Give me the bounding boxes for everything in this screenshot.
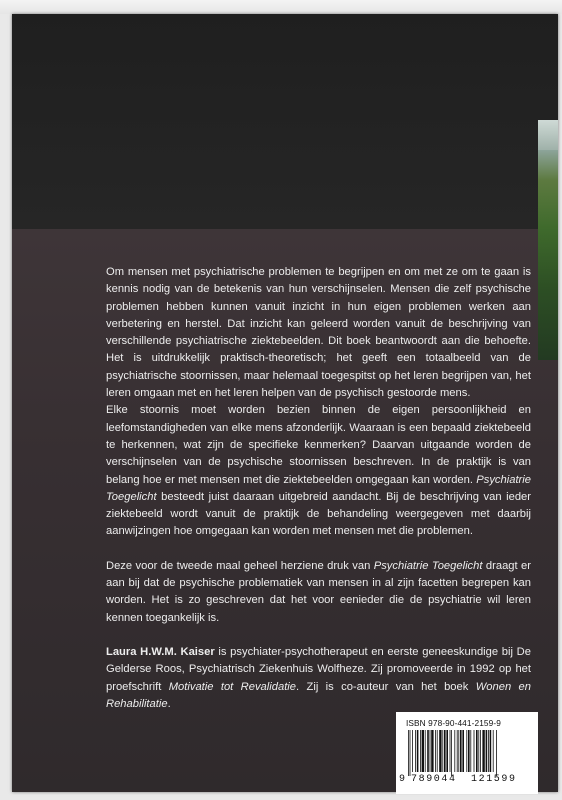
barcode-bar (488, 730, 489, 772)
author-name: Laura H.W.M. Kaiser (106, 645, 215, 658)
barcode-bar (490, 730, 492, 772)
barcode-bar (430, 730, 431, 772)
barcode-bar (435, 730, 436, 772)
barcode-bar (412, 730, 413, 772)
author-bio (106, 644, 531, 713)
blurb-paragraph-edition (106, 558, 531, 627)
barcode-bar (460, 730, 462, 772)
barcode-bar (468, 730, 470, 772)
barcode-bar (415, 730, 416, 772)
barcode-bar (444, 730, 446, 772)
barcode-bar (425, 730, 426, 772)
barcode-bar (457, 730, 458, 772)
blurb-intro-text: Om mensen met psychiatrische problemen te begrijpen en om met ze om te gaan is kennis nodig van de betekenis van hun verschijnselen. Mensen die zelf psychische problemen hebben kunnen vanuit inzicht in hun eigen problemen werken aan verbetering en herstel. Dat inzicht kan geleerd worden vanuit de beschrijving van verschillende psychiatrische ziektebeelden. Dit boek beantwoordt aan die behoefte. Het is uitdrukkelijk praktisch-theoretisch; het geeft een totaalbeeld van de psychiatrische stoornissen, maar helemaal toegespitst op het leren begrijpen van, het leren omgaan met en het leren helpen van de psychisch gestoorde mens. (106, 266, 531, 400)
book-title-italic: Psychiatrie Toegelicht (106, 473, 531, 503)
bio-text-a: is psychiater-psychotherapeut en eerste geneeskundige bij De Gelderse Roos, Psychiatrisch Ziekenhuis Wolfheze. Zij promoveerde in 1992 op het proefschrift (106, 645, 531, 693)
ean-right-digits: 121599 (471, 774, 517, 785)
barcode-bar (451, 730, 452, 776)
blurb-paragraph-intro (106, 264, 531, 541)
cover-top-band (12, 14, 558, 229)
ean-first-digit: 9 (399, 774, 406, 785)
barcode-bar (417, 730, 419, 772)
barcode-bar (431, 730, 433, 772)
barcode-bar (408, 730, 409, 776)
barcode-bar (478, 730, 479, 772)
barcode-bar (493, 730, 494, 772)
bio-text-c: . (167, 697, 171, 710)
barcode-bar (486, 730, 488, 772)
page-edge (0, 0, 562, 14)
field-photo-strip (538, 120, 558, 360)
barcode-bar (450, 730, 451, 772)
barcode-bar (410, 730, 411, 776)
blurb-aandacht-text: besteedt juist daaraan uitgebreid aandacht. Bij de beschrijving van ieder ziektebeeld wordt vanuit de praktijk de behandeling weergegeven met daarbij aanwijzingen hoe omgegaan kan worden met mensen met die problemen. (106, 490, 531, 538)
book-back-cover (12, 14, 558, 792)
barcode-bar (442, 730, 443, 772)
barcode-bar (454, 730, 455, 772)
barcode-bar (420, 730, 421, 772)
book-title-italic: Psychiatrie Toegelicht (373, 559, 483, 572)
barcode-bar (427, 730, 429, 772)
bio-text-b: . Zij is co-auteur van het boek (296, 680, 476, 693)
blurb-stoornis-text: Elke stoornis moet worden bezien binnen de eigen persoonlijkheid en leefomstandigheden van elke mens afzonderlijk. Waaraan is een bepaald ziektebeeld te herkennen, wat zijn de specifieke kenmerken? Daarvan uitgaande worden de verschijnselen van de psychische stoornissen beschreven. In de praktijk is van belang hoe er met mensen met die ziektebeelden omgegaan kan worden. (106, 404, 531, 486)
barcode-bar (458, 730, 459, 772)
barcode-bar (496, 730, 497, 776)
barcode-bar (466, 730, 467, 772)
isbn-barcode (396, 712, 538, 794)
barcode-bar (474, 730, 475, 772)
barcode-bars (406, 730, 530, 776)
barcode-bar (439, 730, 441, 772)
edition-text-end: draagt er aan bij dat de psychische problematiek van mensen in al zijn facetten begrepen kan worden. Het is zo geschreven dat het voor eenieder die de psychiatrie wil leren kennen toegankelijk is. (106, 559, 531, 624)
coauthored-book-title: Wonen en Rehabilitatie (106, 680, 531, 710)
barcode-bar (437, 730, 438, 772)
isbn-label: ISBN 978-90-441-2159-9 (406, 718, 501, 728)
thesis-title: Motivatie tot Revalidatie (168, 680, 297, 693)
photo-sky (538, 120, 558, 150)
edition-text-start: Deze voor de tweede maal geheel herziene druk van (106, 559, 374, 572)
barcode-bar (482, 730, 484, 772)
barcode-bar (446, 730, 448, 772)
barcode-bar (470, 730, 471, 772)
barcode-bar (462, 730, 464, 772)
barcode-bar (476, 730, 478, 772)
ean-left-digits: 789044 (411, 774, 457, 785)
barcode-bar (480, 730, 481, 772)
barcode-bar (422, 730, 424, 772)
blurb-text (106, 264, 531, 713)
